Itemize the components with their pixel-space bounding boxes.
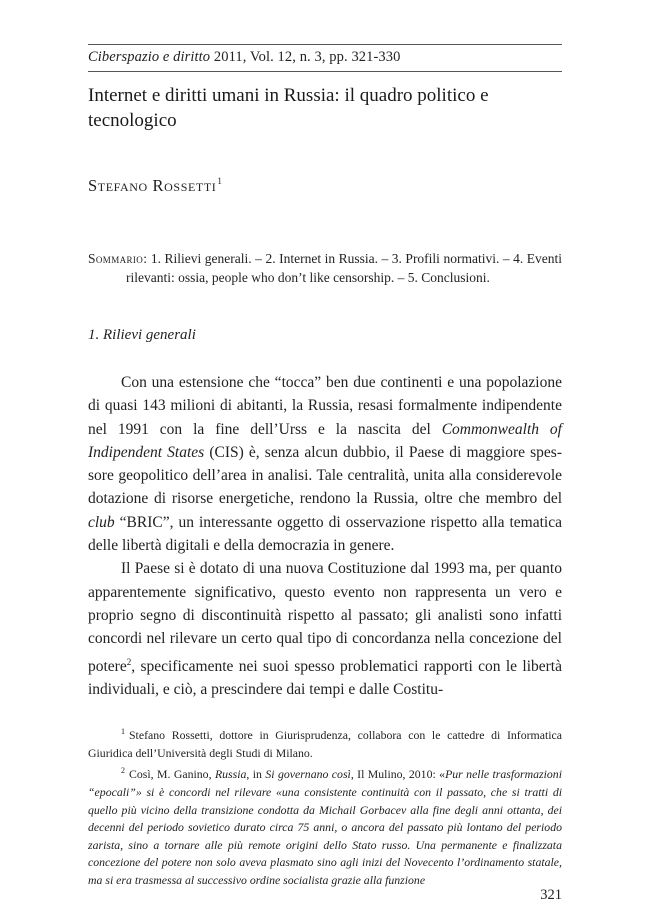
paragraph-1 <box>88 371 562 557</box>
journal-name: Ciberspazio e diritto <box>88 49 211 65</box>
summary <box>88 249 562 287</box>
fn2-text-a: Così, M. Ganino, <box>129 767 215 782</box>
summary-text: 1. Rilievi generali. – 2. Internet in Russia. – 3. Profili normativi. – 4. Eventi rilevanti: ossia, people who don’t like censorship. – 5. Conclusioni. <box>126 251 562 285</box>
p1-text-e: “BRIC”, un interessante oggetto di osservazione rispetto alla tematica delle libertà digitali e della democrazia in genere. <box>88 513 562 555</box>
p2-text-b: , specificamente nei suoi spesso problematici rapporti con le libertà individuali, e ciò, a prescindere dai tempi e dalle Costitu- <box>88 657 562 698</box>
paragraph-2 <box>88 557 562 701</box>
body-text <box>88 371 562 701</box>
p1-text-c: (CIS) è, senza alcun dubbio, il Paese di maggiore spessore geopolitico dell’area in analisi. Tale centralità, unita alla considerevole dotazione di risorse energetiche, rendono la Russia, oltre che membro del <box>88 443 562 508</box>
journal-citation <box>88 45 562 71</box>
article-title: Internet e diritti umani in Russia: il quadro politico e tecnologico <box>88 85 489 131</box>
author-name: Stefano Rossetti <box>88 176 217 195</box>
p1-text-a: Con una estensione che “tocca” ben due continenti e una popolazione di quasi 143 milioni di abitanti, la Russia, resasi formalmente indipendente nel 1991 con la fine dell’Urss e la nascita del <box>88 374 562 438</box>
header-bottom-rule <box>88 71 562 72</box>
footnotes <box>88 723 562 889</box>
fn2-italic-russia: Russia <box>214 767 247 782</box>
author-footnote-marker[interactable]: 1 <box>217 176 223 186</box>
document-page <box>88 44 562 904</box>
fn2-italic-quote: Pur nelle trasformazioni “epocali”» si è concordi nel rilevare «una consistente continuità con il passato, che si tratti di quello più vicino della transizione condotta da Michail Gorbacev alla fine degli anni ottanta, dei decenni del periodo sovietico durato circa 75 anni, o ancora del passato più lontano del periodo zarista, sino a tornare alle più remote origini dello Stato russo. Una permanente e finalizzata concezione del potere non solo aveva plasmato sino agli inizi del Novecento l’ordinamento statale, ma si era trasmessa al successivo ordine socialista grazie alla funzione <box>88 767 562 887</box>
author-line <box>88 176 562 196</box>
journal-details: 2011, Vol. 12, n. 3, pp. 321-330 <box>210 49 401 65</box>
footnote-1-text: Stefano Rossetti, dottore in Giurisprudenza, collabora con le cattedre di Informatica Giuridica dell’Università degli Studi di Milano. <box>88 728 562 760</box>
p1-italic-cis: Commonwealth of Indipendent States <box>88 420 562 461</box>
footnote-2-number: 2 <box>121 766 125 776</box>
footnote-1 <box>88 723 562 762</box>
footnote-2-marker[interactable]: 2 <box>126 656 132 667</box>
footnote-1-number: 1 <box>121 727 125 737</box>
fn2-italic-book: Si governano così <box>265 767 351 782</box>
summary-label: Sommario: <box>88 251 148 266</box>
footnote-2 <box>88 762 562 889</box>
fn2-text-e: , Il Mulino, 2010: « <box>350 767 446 782</box>
p2-text-a: Il Paese si è dotato di una nuova Costituzione dal 1993 ma, per quanto apparentemente significativo, questo evento non rappresenta un vero e proprio segno di discontinuità rispetto al passato; gli analisti sono infatti concordi nel rilevare un certo qual tipo di concordanza nella concezione del potere <box>88 560 562 675</box>
section-heading: 1. Rilievi generali <box>88 327 196 343</box>
p1-italic-club: club <box>88 513 115 531</box>
fn2-text-c: , in <box>246 767 266 782</box>
page-number: 321 <box>540 887 562 903</box>
